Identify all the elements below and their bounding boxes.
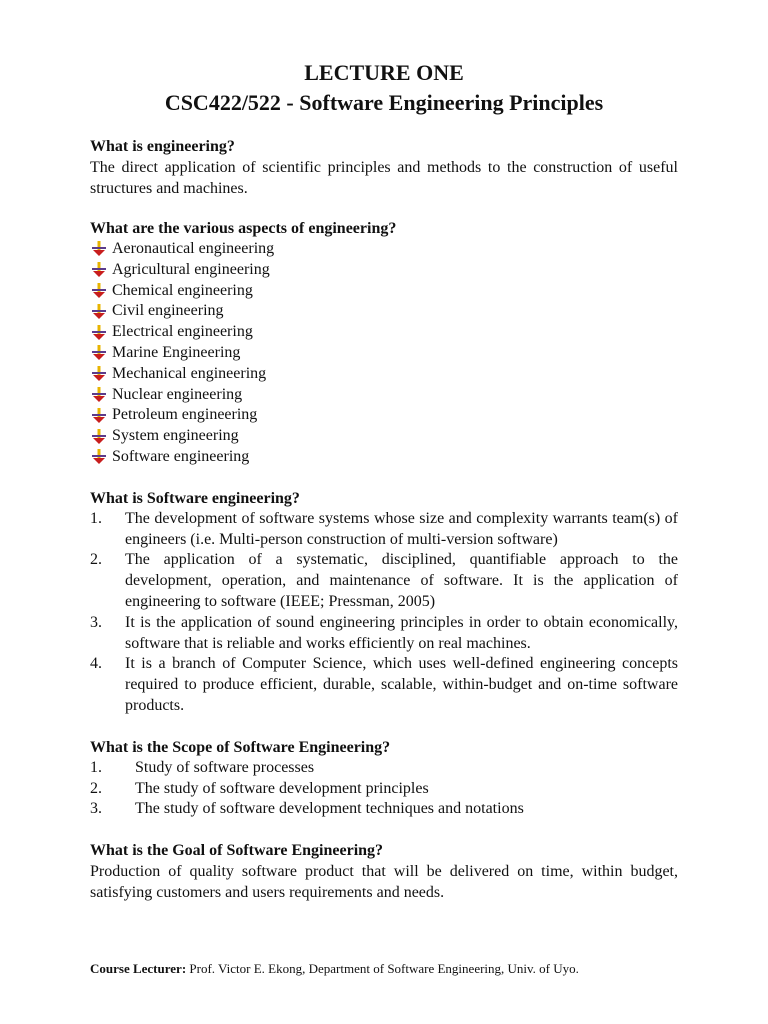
section-paragraph: The direct application of scientific principles and methods to the construction of useful structures and machines. (90, 159, 678, 197)
list-item-label: Nuclear engineering (112, 385, 243, 403)
list-item-label: The study of software development principles (135, 779, 429, 797)
down-arrow-bullet-icon (90, 387, 112, 403)
scope-list (90, 758, 678, 820)
down-arrow-bullet-icon (90, 345, 112, 361)
page-footer (90, 960, 690, 978)
down-arrow-bullet-icon (90, 408, 112, 424)
down-arrow-bullet-icon (90, 241, 112, 257)
list-item-label: The development of software systems whose size and complexity warrants team(s) of engineers (i.e. Multi-person construction of multi-version software) (125, 509, 678, 548)
section-engineering (90, 136, 678, 199)
list-item (90, 260, 678, 281)
section-heading: What is Software engineering? (90, 489, 300, 507)
list-item (90, 613, 678, 655)
section-scope (90, 737, 678, 820)
list-item (90, 779, 678, 800)
down-arrow-bullet-icon (90, 429, 112, 445)
footer-label: Course Lecturer: (90, 961, 187, 976)
list-number: 2. (90, 551, 102, 569)
list-item (90, 550, 678, 612)
list-number: 4. (90, 655, 102, 673)
list-item-label: Petroleum engineering (112, 406, 258, 424)
section-aspects (90, 218, 678, 468)
section-heading: What is the Goal of Software Engineering? (90, 842, 384, 860)
down-arrow-bullet-icon (90, 366, 112, 382)
list-number: 2. (90, 779, 102, 797)
list-item (90, 239, 678, 260)
document-page (90, 0, 678, 903)
aspects-list (90, 239, 678, 468)
list-item (90, 281, 678, 302)
list-item-label: Electrical engineering (112, 323, 253, 341)
footer-text: Prof. Victor E. Ekong, Department of Software Engineering, Univ. of Uyo. (189, 961, 579, 976)
section-heading: What are the various aspects of engineering? (90, 220, 397, 237)
list-item-label: Chemical engineering (112, 281, 253, 299)
down-arrow-bullet-icon (90, 325, 112, 341)
lecture-title: LECTURE ONE (304, 60, 464, 85)
down-arrow-bullet-icon (90, 262, 112, 278)
list-item-label: Agricultural engineering (112, 260, 270, 278)
list-item (90, 343, 678, 364)
section-heading: What is the Scope of Software Engineering? (90, 738, 391, 756)
list-item (90, 509, 678, 551)
list-item-label: It is a branch of Computer Science, which uses well-defined engineering concepts required to produce efficient, durable, scalable, within-budget and on-time software products. (125, 655, 678, 714)
down-arrow-bullet-icon (90, 449, 112, 465)
down-arrow-bullet-icon (90, 283, 112, 299)
list-item-label: Study of software processes (135, 758, 315, 776)
list-number: 3. (90, 613, 102, 631)
title-block (90, 58, 678, 118)
section-heading: What is engineering? (90, 138, 235, 155)
list-item (90, 758, 678, 779)
list-item-label: The study of software development techniques and notations (135, 800, 524, 818)
list-item (90, 385, 678, 406)
list-item-label: Marine Engineering (112, 343, 241, 361)
list-item (90, 364, 678, 385)
list-item-label: Civil engineering (112, 302, 224, 320)
list-item (90, 405, 678, 426)
list-number: 3. (90, 800, 102, 818)
list-item (90, 654, 678, 716)
list-number: 1. (90, 758, 102, 776)
list-item-label: The application of a systematic, disciplined, quantifiable approach to the development, operation, and maintenance of software. It is the application of engineering to software (IEEE; Pressman, 2005) (125, 551, 678, 610)
list-item-label: Mechanical engineering (112, 364, 267, 382)
list-item (90, 301, 678, 322)
list-item (90, 426, 678, 447)
list-item (90, 447, 678, 468)
section-software-engineering (90, 488, 678, 717)
software-eng-list (90, 509, 678, 717)
course-title: CSC422/522 - Software Engineering Principles (164, 90, 604, 115)
list-number: 1. (90, 509, 102, 527)
section-paragraph: Production of quality software product that will be delivered on time, within budget, satisfying customers and users requirements and needs. (90, 863, 678, 902)
list-item-label: Software engineering (112, 447, 250, 465)
list-item-label: Aeronautical engineering (112, 240, 275, 257)
list-item-label: System engineering (112, 427, 239, 445)
list-item (90, 322, 678, 343)
down-arrow-bullet-icon (90, 304, 112, 320)
section-goal (90, 840, 678, 903)
list-item-label: It is the application of sound engineering principles in order to obtain economically, software that is reliable and works efficiently on real machines. (125, 613, 678, 652)
list-item (90, 799, 678, 820)
